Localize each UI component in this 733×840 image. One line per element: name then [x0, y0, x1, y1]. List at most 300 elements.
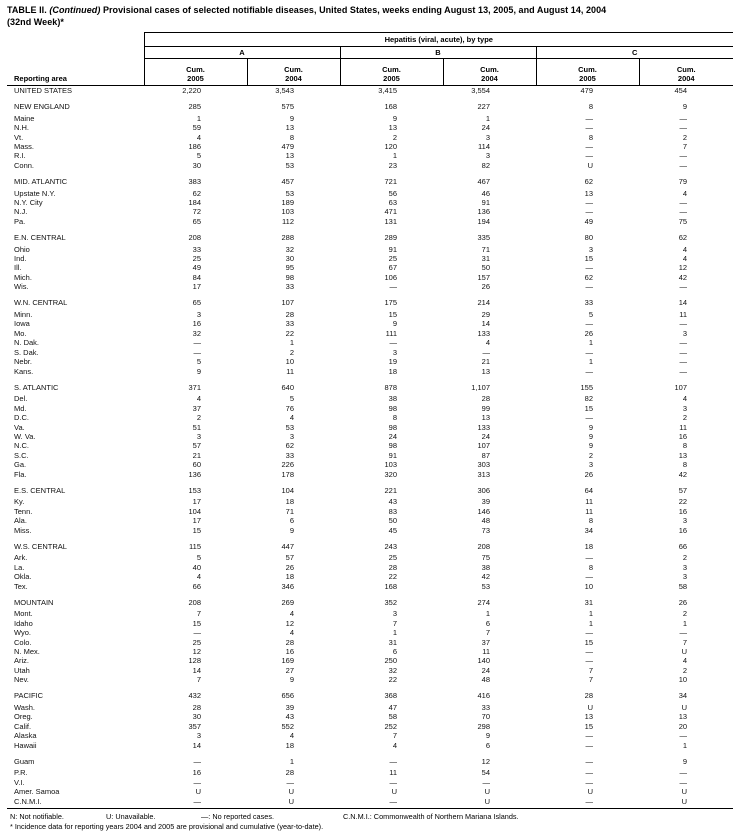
table-row — [7, 553, 733, 562]
value-cell: 64 — [584, 485, 593, 495]
reporting-area-cell: Miss. — [14, 525, 32, 535]
value-cell: 98 — [388, 422, 397, 432]
table-row — [7, 319, 733, 328]
value-cell: — — [585, 282, 593, 292]
value-cell: 3 — [682, 562, 688, 572]
value-cell: 7 — [196, 609, 201, 619]
value-cell: 11 — [389, 768, 397, 778]
value-cell: — — [585, 768, 593, 778]
value-cell: 7 — [196, 675, 201, 685]
header-row-columns — [7, 59, 733, 86]
value-cell: 3 — [682, 516, 688, 526]
value-cell: 40 — [192, 562, 201, 572]
value-cell: — — [679, 282, 688, 292]
reporting-area-cell: Mass. — [14, 142, 35, 152]
table-row — [7, 609, 733, 618]
value-cell: 243 — [384, 541, 397, 551]
table-row — [7, 797, 733, 809]
value-cell: 45 — [388, 525, 397, 535]
value-cell: 16 — [678, 525, 688, 535]
value-cell: 33 — [285, 282, 294, 292]
value-cell: 352 — [384, 597, 397, 607]
table-row — [7, 768, 733, 777]
table-row — [7, 423, 733, 432]
col-header-line1: Cum. — [382, 65, 401, 74]
value-cell: — — [389, 282, 397, 292]
value-cell: 120 — [384, 142, 397, 152]
table-row — [7, 731, 733, 740]
value-cell: 285 — [188, 102, 201, 112]
value-cell: — — [679, 151, 688, 161]
table-row — [7, 394, 733, 403]
value-cell: U — [587, 160, 593, 170]
value-cell: 2 — [682, 132, 688, 142]
value-cell: 4 — [682, 188, 688, 198]
value-cell: 640 — [281, 382, 294, 392]
reporting-area-cell: N. Dak. — [14, 338, 40, 348]
header-spacer — [7, 47, 144, 59]
value-cell: 3 — [588, 460, 593, 470]
value-cell: 82 — [481, 160, 490, 170]
table-row — [7, 432, 733, 441]
value-cell: 28 — [285, 768, 294, 778]
value-cell: 53 — [285, 422, 294, 432]
value-cell: 2,220 — [182, 86, 201, 95]
reporting-area-cell: Tenn. — [14, 506, 33, 516]
table-row — [7, 217, 733, 226]
value-cell: 107 — [674, 382, 688, 392]
value-cell: 43 — [388, 497, 397, 507]
value-cell: 146 — [477, 506, 490, 516]
value-cell: 8 — [682, 460, 688, 470]
value-cell: U — [681, 787, 688, 797]
value-cell: 168 — [384, 581, 397, 591]
value-cell: — — [585, 628, 593, 638]
value-cell: 4 — [196, 132, 201, 142]
table-row — [7, 675, 733, 684]
footnote-legend — [7, 812, 727, 822]
value-cell: 208 — [188, 232, 201, 242]
value-cell: 70 — [481, 712, 490, 722]
value-cell: 432 — [188, 691, 201, 701]
value-cell: 71 — [285, 506, 294, 516]
value-cell: 1,107 — [471, 382, 490, 392]
value-cell: U — [587, 787, 593, 797]
value-cell: 15 — [584, 721, 593, 731]
footnote-incidence-note: * Incidence data for reporting years 2004 and 2005 are provisional and cumulative (year-to-date). — [10, 821, 324, 831]
value-cell: 1 — [196, 113, 201, 123]
title-continued: (Continued) — [49, 5, 101, 15]
col-header-c-2005 — [536, 59, 639, 86]
value-cell: 91 — [481, 198, 490, 208]
value-cell: 878 — [384, 382, 397, 392]
value-cell: 1 — [682, 740, 688, 750]
value-cell: 3 — [682, 572, 688, 582]
value-cell: 48 — [481, 516, 490, 526]
value-cell: U — [587, 703, 593, 713]
value-cell: — — [585, 198, 593, 208]
value-cell: 42 — [678, 272, 688, 282]
value-cell: 178 — [281, 469, 294, 479]
value-cell: 25 — [388, 553, 397, 563]
reporting-area-cell: Colo. — [14, 637, 32, 647]
table-row — [7, 357, 733, 366]
value-cell: 26 — [481, 282, 490, 292]
reporting-area-cell: N.C. — [14, 441, 29, 451]
col-header-c-2004 — [639, 59, 733, 86]
table-row — [7, 582, 733, 591]
value-cell: — — [679, 160, 688, 170]
value-cell: U — [195, 787, 201, 797]
value-cell: 8 — [588, 516, 593, 526]
value-cell: — — [585, 656, 593, 666]
value-cell: 169 — [281, 656, 294, 666]
reporting-area-cell: P.R. — [14, 768, 28, 778]
value-cell: 2 — [392, 132, 397, 142]
value-cell: 54 — [481, 768, 490, 778]
value-cell: 53 — [285, 160, 294, 170]
value-cell: 416 — [477, 691, 490, 701]
value-cell: 226 — [281, 460, 294, 470]
value-cell: — — [585, 207, 593, 217]
value-cell: — — [585, 142, 593, 152]
value-cell: 140 — [477, 656, 490, 666]
table-row — [7, 572, 733, 581]
reporting-area-cell: Fla. — [14, 469, 27, 479]
value-cell: 7 — [485, 628, 490, 638]
value-cell: 80 — [584, 232, 593, 242]
table-row — [7, 685, 733, 703]
value-cell: 1 — [682, 618, 688, 628]
value-cell: 31 — [388, 637, 397, 647]
value-cell: 14 — [481, 319, 490, 329]
value-cell: 14 — [192, 740, 201, 750]
value-cell: 9 — [196, 366, 201, 376]
value-cell: 1 — [289, 338, 294, 348]
value-cell: 186 — [188, 142, 201, 152]
col-header-b-2004 — [443, 59, 536, 86]
value-cell: 13 — [584, 188, 593, 198]
value-cell: 4 — [289, 628, 294, 638]
value-cell: 12 — [192, 647, 201, 656]
value-cell: 106 — [384, 272, 397, 282]
reporting-area-cell: Pa. — [14, 216, 26, 226]
table-row — [7, 226, 733, 244]
value-cell: 1 — [392, 151, 397, 161]
value-cell: 16 — [678, 431, 688, 441]
value-cell: U — [681, 647, 688, 656]
value-cell: 13 — [285, 123, 294, 133]
table-row — [7, 656, 733, 665]
value-cell: 79 — [678, 176, 688, 186]
value-cell: 24 — [481, 431, 490, 441]
legend-no-reported-cases: —: No reported cases. — [201, 812, 275, 822]
value-cell: 4 — [289, 413, 294, 423]
title-prefix: TABLE II. — [7, 5, 50, 15]
value-cell: U — [288, 787, 294, 797]
value-cell: — — [679, 123, 688, 133]
disease-table — [7, 32, 733, 809]
value-cell: 16 — [192, 768, 201, 778]
value-cell: 26 — [678, 597, 688, 607]
col-header-line2: 2004 — [481, 74, 498, 83]
value-cell: 3 — [485, 151, 490, 161]
value-cell: 4 — [485, 338, 490, 348]
value-cell: 368 — [384, 691, 397, 701]
value-cell: 38 — [481, 562, 490, 572]
value-cell: 7 — [588, 675, 593, 685]
col-header-line2: 2005 — [383, 74, 400, 83]
value-cell: — — [585, 740, 593, 750]
value-cell: 1 — [588, 357, 593, 367]
value-cell: 7 — [682, 637, 688, 647]
value-cell: — — [193, 347, 201, 357]
value-cell: 32 — [285, 244, 294, 254]
col-header-line2: 2005 — [579, 74, 596, 83]
value-cell: 221 — [384, 485, 397, 495]
value-cell: 1 — [588, 338, 593, 348]
value-cell: 15 — [584, 254, 593, 264]
table-row — [7, 114, 733, 123]
value-cell: 11 — [286, 366, 294, 376]
value-cell: 82 — [584, 394, 593, 404]
value-cell: 21 — [192, 450, 201, 460]
table-row — [7, 712, 733, 721]
value-cell: 184 — [188, 198, 201, 208]
value-cell: 57 — [678, 485, 688, 495]
value-cell: 3 — [196, 431, 201, 441]
value-cell: 27 — [285, 665, 294, 675]
reporting-area-cell: Ala. — [14, 516, 27, 526]
value-cell: — — [585, 731, 593, 741]
value-cell: 16 — [678, 506, 688, 516]
value-cell: 13 — [481, 413, 490, 423]
value-cell: 65 — [192, 216, 201, 226]
value-cell: 2 — [682, 413, 688, 423]
col-header-line2: 2004 — [677, 74, 695, 83]
value-cell: 56 — [388, 188, 397, 198]
value-cell: — — [679, 113, 688, 123]
value-cell: 31 — [481, 254, 490, 264]
value-cell: 23 — [388, 160, 397, 170]
table-row — [7, 666, 733, 675]
reporting-area-cell: Ariz. — [14, 656, 29, 666]
value-cell: 30 — [192, 712, 201, 722]
value-cell: 3 — [392, 609, 397, 619]
value-cell: 7 — [392, 618, 397, 628]
reporting-area-cell: Amer. Samoa — [14, 787, 60, 797]
value-cell: — — [585, 347, 593, 357]
value-cell: — — [585, 756, 593, 766]
table-row — [7, 207, 733, 216]
reporting-area-cell: Kans. — [14, 366, 34, 376]
col-header-a-2004 — [247, 59, 340, 86]
value-cell: 28 — [584, 691, 593, 701]
value-cell: 6 — [392, 647, 397, 656]
table-row — [7, 470, 733, 479]
value-cell: 10 — [678, 675, 688, 685]
reporting-area-cell: Va. — [14, 422, 25, 432]
value-cell: 289 — [384, 232, 397, 242]
value-cell: 28 — [285, 310, 294, 320]
table-row — [7, 161, 733, 170]
col-header-line2: 2005 — [187, 74, 204, 83]
value-cell: 98 — [285, 272, 294, 282]
reporting-area-cell: S. ATLANTIC — [14, 382, 59, 392]
value-cell: 13 — [388, 123, 397, 133]
value-cell: 5 — [196, 357, 201, 367]
footnotes — [7, 812, 727, 831]
value-cell: 250 — [384, 656, 397, 666]
reporting-area-cell: UNITED STATES — [14, 86, 73, 95]
table-row — [7, 310, 733, 319]
reporting-area-cell: La. — [14, 562, 25, 572]
reporting-area-cell: Upstate N.Y. — [14, 188, 56, 198]
value-cell: — — [389, 338, 397, 348]
value-cell: — — [340, 797, 443, 809]
value-cell: 9 — [588, 431, 593, 441]
value-cell: 153 — [188, 485, 201, 495]
value-cell: 3 — [485, 132, 490, 142]
value-cell: 13 — [678, 450, 688, 460]
header-spacer — [7, 33, 144, 47]
value-cell: 7 — [588, 665, 593, 675]
value-cell: 479 — [281, 142, 294, 152]
table-row — [7, 189, 733, 198]
value-cell: 3 — [682, 403, 688, 413]
value-cell: 16 — [285, 647, 294, 656]
value-cell: — — [585, 647, 593, 656]
value-cell: U — [681, 703, 688, 713]
reporting-area-cell: Guam — [14, 756, 35, 766]
col-header-line1: Cum. — [676, 65, 696, 74]
value-cell: 12 — [481, 756, 490, 766]
reporting-area-cell: Wyo. — [14, 628, 32, 638]
value-cell: 1 — [485, 609, 490, 619]
value-cell: 107 — [477, 441, 490, 451]
value-cell: 4 — [682, 244, 688, 254]
value-cell: 28 — [192, 703, 201, 713]
value-cell: — — [193, 628, 201, 638]
table-row — [7, 348, 733, 357]
value-cell: 72 — [192, 207, 201, 217]
table-row — [7, 479, 733, 497]
value-cell: 59 — [192, 123, 201, 133]
col-header-line1: Cum. — [578, 65, 597, 74]
value-cell: 9 — [289, 675, 294, 685]
reporting-area-cell: Ky. — [14, 497, 25, 507]
value-cell: 3,415 — [378, 86, 397, 95]
value-cell: — — [585, 777, 593, 787]
table-row — [7, 441, 733, 450]
reporting-area-cell: W.S. CENTRAL — [14, 541, 67, 551]
value-cell: 30 — [285, 254, 294, 264]
value-cell: 371 — [188, 382, 201, 392]
value-cell: — — [679, 319, 688, 329]
table-row — [7, 516, 733, 525]
value-cell: 63 — [388, 198, 397, 208]
value-cell: 721 — [384, 176, 397, 186]
reporting-area-cell: N.J. — [14, 207, 28, 217]
table-row — [7, 198, 733, 207]
reporting-area-cell: Minn. — [14, 310, 33, 320]
value-cell: 50 — [388, 516, 397, 526]
value-cell: 4 — [196, 394, 201, 404]
value-cell: 208 — [477, 541, 490, 551]
value-cell: 12 — [678, 263, 688, 273]
value-cell: 25 — [192, 637, 201, 647]
value-cell: 479 — [580, 86, 593, 95]
value-cell: U — [247, 797, 340, 809]
value-cell: 98 — [388, 403, 397, 413]
value-cell: — — [585, 123, 593, 133]
value-cell: U — [391, 787, 397, 797]
reporting-area-cell: PACIFIC — [14, 691, 44, 701]
value-cell: 31 — [584, 597, 593, 607]
value-cell: 111 — [385, 328, 397, 338]
value-cell: 73 — [481, 525, 490, 535]
value-cell: 33 — [584, 298, 593, 308]
reporting-area-cell: R.I. — [14, 151, 26, 161]
value-cell: 8 — [588, 102, 593, 112]
value-cell: 3 — [289, 431, 294, 441]
reporting-area-cell: Calif. — [14, 721, 32, 731]
column-group-b: B — [340, 47, 536, 59]
value-cell: 62 — [285, 441, 294, 451]
value-cell: 103 — [384, 460, 397, 470]
table-row — [7, 778, 733, 787]
value-cell: 168 — [384, 102, 397, 112]
value-cell: 75 — [678, 216, 688, 226]
value-cell: U — [484, 787, 490, 797]
value-cell: 1 — [588, 609, 593, 619]
reporting-area-cell: Mich. — [14, 272, 32, 282]
table-row — [7, 86, 733, 96]
value-cell: 84 — [192, 272, 201, 282]
table-row — [7, 526, 733, 535]
value-cell: 62 — [584, 176, 593, 186]
value-cell: 33 — [192, 244, 201, 254]
legend-unavailable: U: Unavailable. — [106, 812, 156, 822]
value-cell: 11 — [585, 497, 593, 507]
reporting-area-cell: Maine — [14, 113, 35, 123]
value-cell: 10 — [285, 357, 294, 367]
value-cell: 269 — [281, 597, 294, 607]
col-header-line1: Cum. — [480, 65, 499, 74]
value-cell: 42 — [678, 469, 688, 479]
table-row — [7, 254, 733, 263]
value-cell: 103 — [281, 207, 294, 217]
value-cell: U — [639, 797, 733, 809]
value-cell: 16 — [192, 319, 201, 329]
value-cell: 17 — [192, 516, 201, 526]
value-cell: 34 — [584, 525, 593, 535]
value-cell: 25 — [192, 254, 201, 264]
value-cell: 8 — [588, 132, 593, 142]
value-cell: 8 — [289, 132, 294, 142]
value-cell: — — [679, 628, 688, 638]
value-cell: — — [193, 756, 201, 766]
table-row — [7, 151, 733, 160]
value-cell: 175 — [384, 298, 397, 308]
table-row — [7, 142, 733, 151]
value-cell: 66 — [678, 541, 688, 551]
value-cell: 17 — [192, 497, 201, 507]
reporting-area-cell: Wash. — [14, 703, 35, 713]
value-cell: — — [679, 357, 688, 367]
reporting-area-cell: S.C. — [14, 450, 29, 460]
value-cell: 13 — [481, 366, 490, 376]
